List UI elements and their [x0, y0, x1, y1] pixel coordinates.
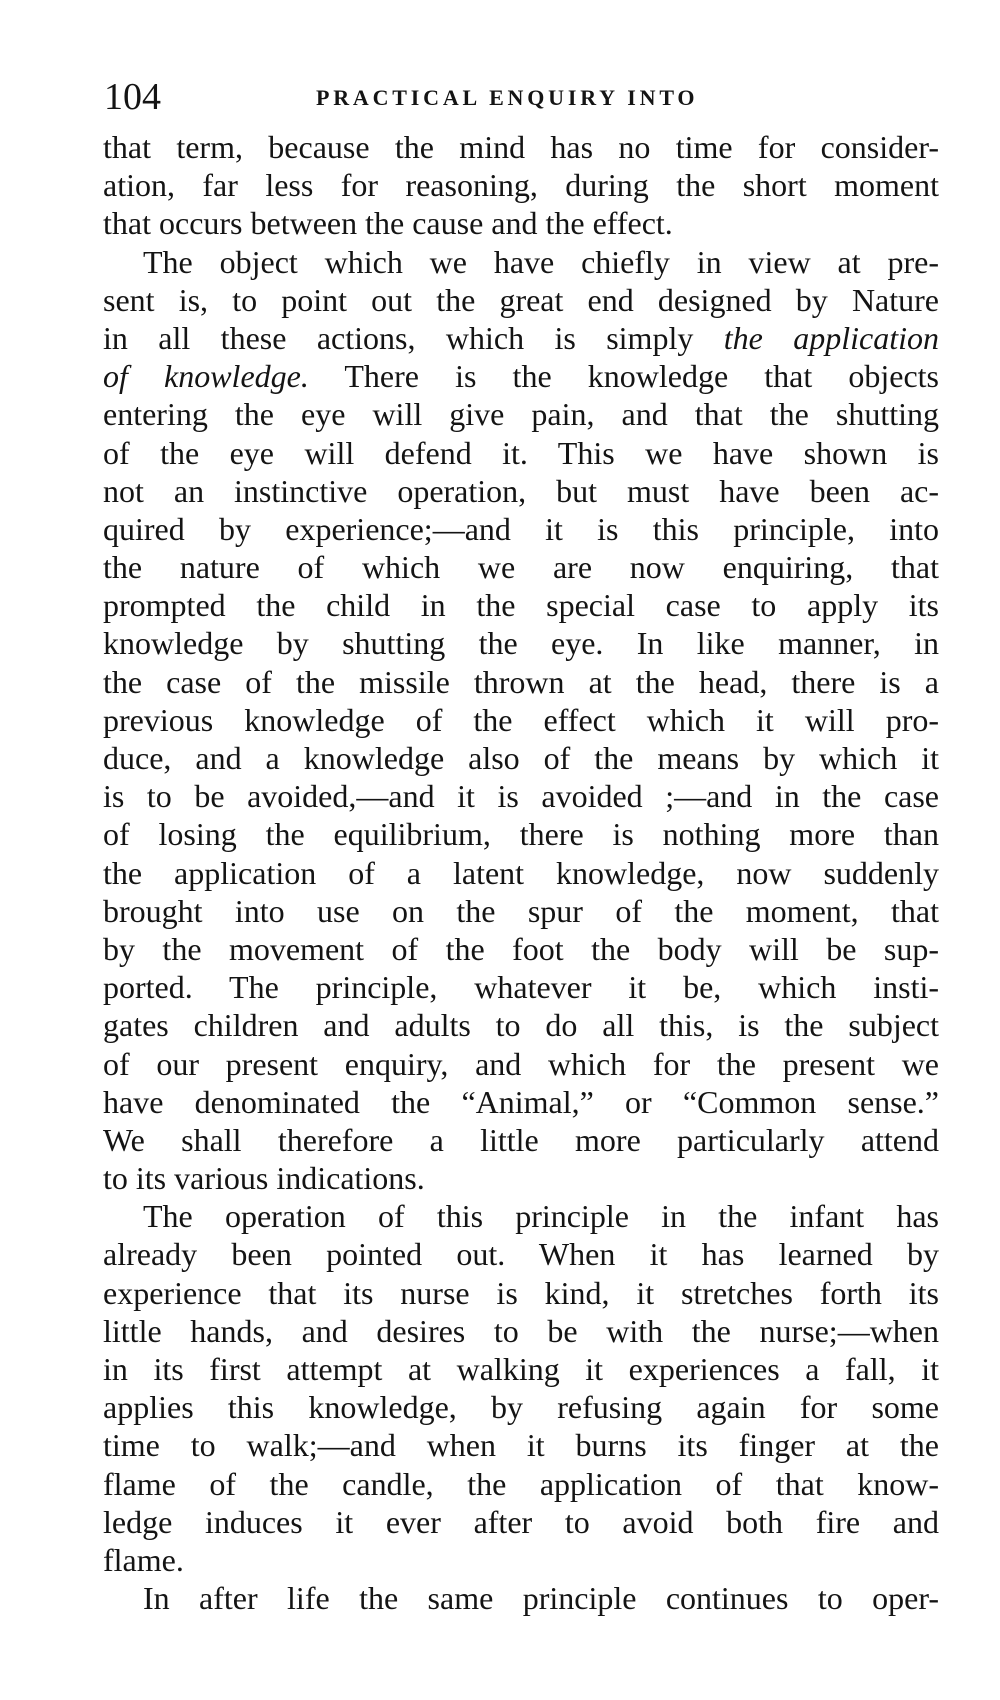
- text-line: gates children and adults to do all this, is the subject: [103, 1007, 939, 1044]
- text-line: knowledge by shutting the eye. In like manner, in: [103, 625, 939, 662]
- text-line: of our present enquiry, and which for the present we: [103, 1045, 939, 1082]
- text-segment: in all these actions, which is simply: [103, 319, 724, 356]
- text-line: of the eye will defend it. This we have shown is: [103, 434, 939, 471]
- page-number: 104: [104, 76, 161, 118]
- text-line: the case of the missile thrown at the head, there is a: [103, 663, 939, 700]
- text-line: previous knowledge of the effect which it will pro-: [103, 701, 939, 738]
- running-title: PRACTICAL ENQUIRY INTO: [316, 85, 699, 110]
- italic-phrase: of knowledge.: [103, 358, 309, 395]
- page-header: [104, 72, 940, 122]
- body-text: [103, 128, 939, 1617]
- text-line: the nature of which we are now enquiring, that: [103, 549, 939, 586]
- text-line: in its first attempt at walking it experiences a fall, it: [103, 1351, 939, 1387]
- text-segment: There is the knowledge that objects: [308, 358, 939, 395]
- text-line: have denominated the “Animal,” or “Common sense.”: [103, 1083, 939, 1120]
- text-line: experience that its nurse is kind, it stretches forth its: [103, 1274, 939, 1311]
- text-line: The object which we have chiefly in view at pre-: [143, 243, 939, 280]
- text-line: little hands, and desires to be with the nurse;—when: [103, 1312, 939, 1349]
- text-line: to its various indications.: [103, 1160, 425, 1197]
- text-line: [103, 357, 939, 395]
- text-line: In after life the same principle continues to oper-: [143, 1580, 939, 1617]
- text-line: that term, because the mind has no time for consider-: [103, 129, 939, 165]
- text-line: prompted the child in the special case to apply its: [103, 587, 939, 624]
- text-line: ledge induces it ever after to avoid both fire and: [103, 1503, 939, 1540]
- text-line: sent is, to point out the great end designed by Nature: [103, 281, 939, 318]
- italic-phrase: the application: [723, 319, 940, 356]
- text-line: ation, far less for reasoning, during the short moment: [103, 167, 939, 204]
- text-line: applies this knowledge, by refusing again for some: [103, 1389, 939, 1426]
- text-line: time to walk;—and when it burns its finger at the: [103, 1427, 939, 1464]
- text-line: We shall therefore a little more particularly attend: [103, 1121, 939, 1158]
- text-line: duce, and a knowledge also of the means by which it: [103, 740, 939, 776]
- text-line: The operation of this principle in the infant has: [143, 1198, 939, 1235]
- text-line: already been pointed out. When it has learned by: [103, 1236, 939, 1273]
- text-line: of losing the equilibrium, there is nothing more than: [103, 816, 939, 853]
- text-line: ported. The principle, whatever it be, which insti-: [103, 969, 939, 1006]
- text-line: is to be avoided,—and it is avoided ;—and in the case: [103, 778, 939, 815]
- text-line: quired by experience;—and it is this principle, into: [103, 510, 939, 547]
- text-line: entering the eye will give pain, and that the shutting: [103, 396, 939, 433]
- text-line: flame.: [103, 1541, 184, 1578]
- text-line: brought into use on the spur of the moment, that: [103, 892, 939, 929]
- text-line: not an instinctive operation, but must have been ac-: [103, 472, 939, 509]
- text-line: that occurs between the cause and the effect.: [103, 205, 673, 242]
- text-line: [103, 319, 939, 357]
- text-line: by the movement of the foot the body will be sup-: [103, 930, 939, 967]
- text-line: the application of a latent knowledge, now suddenly: [103, 854, 939, 891]
- text-line: flame of the candle, the application of that know-: [103, 1465, 939, 1502]
